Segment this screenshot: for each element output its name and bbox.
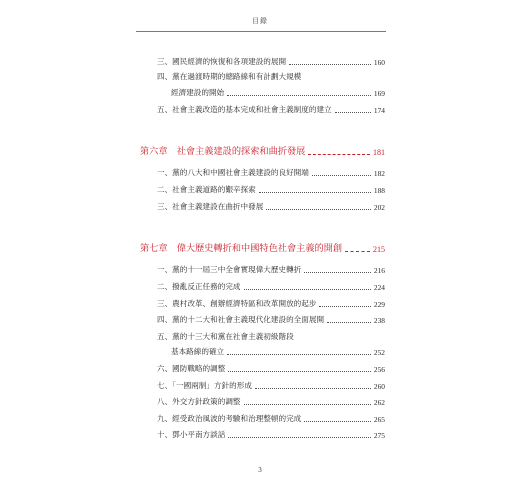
toc-entry-title: 五、社會主義改造的基本完成和社會主義制度的建立 <box>157 105 332 114</box>
dot-leader <box>327 322 371 323</box>
toc-chapter-entry[interactable] <box>140 240 385 254</box>
toc-entry-title: 經濟建設的開始 <box>171 88 225 97</box>
page-number: 3 <box>258 466 262 474</box>
toc-chapter-title: 第六章 社會主義建設的探索和曲折發展 <box>140 146 306 157</box>
dot-leader <box>304 272 371 273</box>
toc-chapter-page: 181 <box>373 148 385 157</box>
toc-entry-page: 275 <box>373 431 385 440</box>
toc-entry-page: 238 <box>373 316 385 325</box>
toc-entry-title: 三、農村改革、創辦經濟特區和改革開放的起步 <box>157 299 317 308</box>
toc-entry[interactable] <box>157 380 385 391</box>
toc-entry-title: 六、國防戰略的調整 <box>157 364 226 373</box>
toc-entry-title: 三、社會主義建設在曲折中發展 <box>157 202 264 211</box>
toc-entry-page: 202 <box>373 203 385 212</box>
dot-leader <box>255 388 371 389</box>
dot-leader <box>259 192 371 193</box>
toc-entry[interactable] <box>157 429 385 440</box>
dot-leader <box>266 209 371 210</box>
dot-leader <box>244 404 371 405</box>
toc-entry-title: 二、社會主義道路的艱辛探索 <box>157 185 256 194</box>
toc-entry-page: 260 <box>373 382 385 391</box>
toc-entry-page: 265 <box>373 415 385 424</box>
toc-chapter-title: 第七章 偉大歷史轉折和中國特色社會主義的開創 <box>140 243 343 254</box>
toc-entry-page: 229 <box>373 300 385 309</box>
toc-entry-title: 九、經受政治風波的考驗和治理整頓的完成 <box>157 414 302 423</box>
toc-entry-title-line[interactable]: 五、黨的十三大和黨在社會主義初級階段 <box>157 332 294 341</box>
running-header: 目錄 <box>252 17 268 25</box>
toc-chapter-entry[interactable] <box>140 143 385 157</box>
toc-entry[interactable] <box>157 298 385 309</box>
dot-leader <box>289 64 371 65</box>
toc-entry[interactable] <box>157 56 385 67</box>
toc-entry-title: 四、黨的十二大和社會主義現代化建設的全面展開 <box>157 315 325 324</box>
toc-entry[interactable] <box>157 413 385 424</box>
toc-entry-page: 262 <box>373 398 385 407</box>
toc-entry-title: 十、鄧小平南方談話 <box>157 430 226 439</box>
toc-entry-title: 一、黨的八大和中國社會主義建設的良好開端 <box>157 168 309 177</box>
dot-leader <box>335 112 371 113</box>
dot-leader <box>228 371 371 372</box>
toc-entry-page: 252 <box>373 348 385 357</box>
toc-entry-title: 三、國民經濟的恢復和各項建設的展開 <box>157 57 287 66</box>
toc-chapter-page: 215 <box>373 245 385 254</box>
toc-entry[interactable] <box>157 264 385 275</box>
toc-entry-page: 160 <box>373 58 385 67</box>
toc-entry-title: 一、黨的十一屆三中全會實現偉大歷史轉折 <box>157 265 302 274</box>
toc-entry-title: 基本路線的確立 <box>171 347 225 356</box>
toc-entry[interactable] <box>171 346 385 357</box>
toc-entry[interactable] <box>171 87 385 98</box>
toc-entry-title: 八、外交方針政策的調整 <box>157 397 241 406</box>
toc-entry-page: 216 <box>373 266 385 275</box>
toc-entry[interactable] <box>157 167 385 178</box>
dot-leader <box>227 95 371 96</box>
dot-leader <box>312 175 371 176</box>
toc-entry-page: 174 <box>373 106 385 115</box>
toc-entry[interactable] <box>157 104 385 115</box>
toc-entry-title: 七、「一國兩制」方針的形成 <box>157 381 252 390</box>
toc-entry[interactable] <box>157 363 385 374</box>
toc-entry[interactable] <box>157 281 385 292</box>
dot-leader <box>304 421 371 422</box>
dot-leader <box>319 306 370 307</box>
toc-entry[interactable] <box>157 201 385 212</box>
dash-leader <box>345 251 370 252</box>
toc-entry[interactable] <box>157 314 385 325</box>
dot-leader <box>227 354 371 355</box>
toc-entry-page: 182 <box>373 169 385 178</box>
toc-entry-page: 256 <box>373 365 385 374</box>
dash-leader <box>308 154 370 155</box>
dot-leader <box>228 437 371 438</box>
toc-entry-title: 二、撥亂反正任務的完成 <box>157 282 241 291</box>
toc-entry-page: 188 <box>373 186 385 195</box>
toc-entry[interactable] <box>157 396 385 407</box>
toc-entry-title-line[interactable]: 四、黨在過渡時期的總路線和有計劃大規模 <box>157 72 302 81</box>
toc-entry[interactable] <box>157 184 385 195</box>
toc-entry-page: 224 <box>373 283 385 292</box>
toc-entry-page: 169 <box>373 89 385 98</box>
dot-leader <box>244 289 371 290</box>
